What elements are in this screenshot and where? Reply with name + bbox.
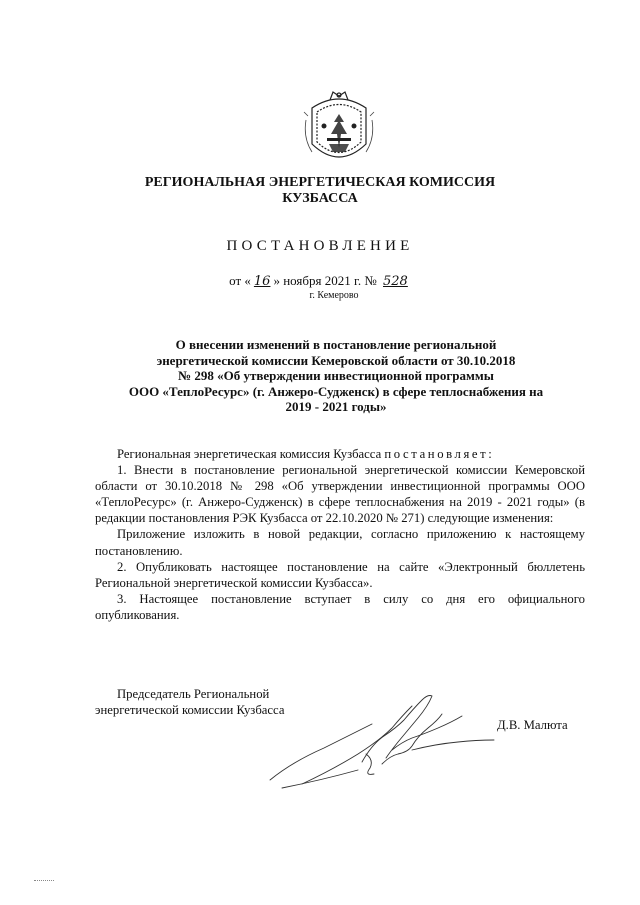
document-body — [95, 446, 585, 623]
kuzbass-coat-of-arms-icon — [300, 86, 378, 172]
subject-line: энергетической комиссии Кемеровской области от 30.10.2018 — [156, 352, 516, 368]
document-subject — [95, 337, 577, 415]
subject-line: О внесении изменений в постановление региональной — [175, 337, 497, 352]
signatory-title — [95, 686, 284, 718]
signatory-name: Д.В. Малюта — [497, 718, 568, 732]
document-city: г. Кемерово — [309, 290, 359, 301]
org-name-line-2: КУЗБАССА — [282, 191, 358, 206]
org-name-line-1: РЕГИОНАЛЬНАЯ ЭНЕРГЕТИЧЕСКАЯ КОМИССИЯ — [144, 175, 496, 190]
signatory-title-line-2: энергетической комиссии Кузбасса — [95, 703, 285, 717]
page-footer-mark — [34, 880, 54, 883]
document-date-line — [0, 273, 640, 289]
document-number-handwritten: 528 — [383, 274, 408, 289]
signatory-title-line-1: Председатель Региональной — [117, 687, 270, 701]
date-month-year: » ноября 2021 г. № — [273, 273, 377, 288]
body-item-2: 2. Опубликовать настоящее постановление на сайте «Электронный бюллетень Региональной энергетической комиссии Кузбасса». — [95, 559, 585, 590]
intro-decree-word: постановляет: — [384, 447, 495, 461]
subject-line: ООО «ТеплоРесурс» (г. Анжеро-Судженск) в сфере теплоснабжения на — [128, 383, 544, 399]
body-intro — [95, 446, 585, 462]
intro-text: Региональная энергетическая комиссия Кузбасса — [117, 447, 382, 461]
date-prefix: от « — [229, 273, 251, 288]
body-item-1: 1. Внести в постановление региональной энергетической комиссии Кемеровской области от 30.10.2018 № 298 «Об утверждении инвестиционной программы ООО «ТеплоРесурс» (г. Анжеро-Судженск) в сфере теплоснабжения на 2019 - 2021 годы» (в редакции постановления РЭК Кузбасса от 22.10.2020 № 271) следующие изменения: — [95, 463, 585, 526]
date-day-handwritten: 16 — [253, 274, 271, 289]
document-type-title: ПОСТАНОВЛЕНИЕ — [226, 238, 414, 254]
subject-line: 2019 - 2021 годы» — [285, 399, 387, 414]
handwritten-signature — [262, 684, 502, 794]
body-item-1-detail: Приложение изложить в новой редакции, согласно приложению к настоящему постановлению. — [95, 527, 585, 558]
body-item-3: 3. Настоящее постановление вступает в силу со дня его официального опубликования. — [95, 591, 585, 622]
subject-line: № 298 «Об утверждении инвестиционной программы — [178, 368, 494, 383]
